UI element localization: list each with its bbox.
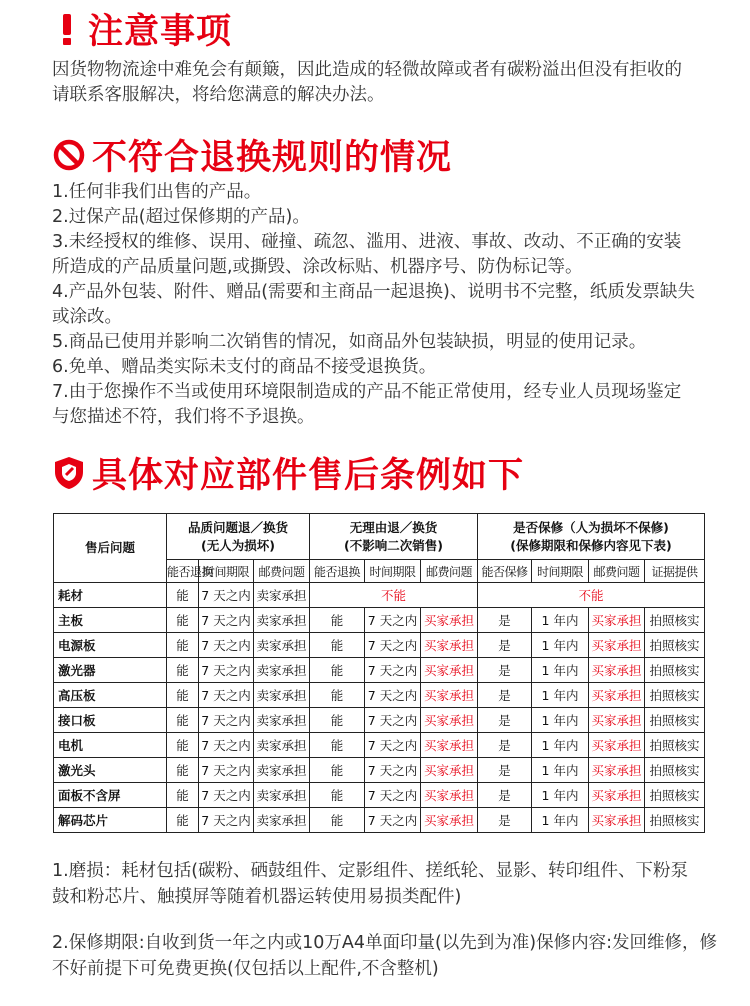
part-name: 耗材 (54, 583, 167, 608)
cell-w-ship: 买家承担 (589, 658, 645, 683)
sub-header: 邮费问题 (254, 560, 310, 583)
table-row (54, 633, 705, 658)
rule-line: 7.由于您操作不当或使用环境限制造成的产品不能正常使用，经专业人员现场鉴定 (52, 382, 682, 402)
table-row (54, 658, 705, 683)
cell-n-ship: 买家承担 (421, 683, 478, 708)
cell-q-ship: 卖家承担 (254, 608, 310, 633)
cell-n-can: 能 (310, 808, 365, 833)
cell-n-ship: 买家承担 (421, 783, 478, 808)
cell-w-proof: 拍照核实 (645, 683, 705, 708)
cell-q-can: 能 (167, 608, 199, 633)
cell-q-can: 能 (167, 708, 199, 733)
cell-n-can: 能 (310, 683, 365, 708)
table-row (54, 758, 705, 783)
noreason-not-allowed: 不能 (310, 583, 478, 608)
cell-w-can: 是 (478, 733, 532, 758)
rule-line: 与您描述不符，我们将不予退换。 (52, 407, 315, 427)
cell-n-time: 7 天之内 (365, 633, 421, 658)
cell-q-can: 能 (167, 633, 199, 658)
sub-header: 时间期限 (199, 560, 254, 583)
notice-text: 因货物物流途中难免会有颠簸，因此造成的轻微故障或者有碳粉溢出但没有拒收的 请联系客服解决，将给您满意的解决办法。 (52, 60, 682, 105)
cell-n-can: 能 (310, 783, 365, 808)
col-issue-header: 售后问题 (54, 514, 167, 583)
part-name: 接口板 (54, 708, 167, 733)
cell-w-ship: 买家承担 (589, 783, 645, 808)
nonreturn-heading (52, 130, 452, 180)
sub-header: 时间期限 (532, 560, 589, 583)
rule-line: 6.免单、赠品类实际未支付的商品不接受退换货。 (52, 357, 437, 377)
notice-title: 注意事项 (88, 12, 233, 52)
cell-w-ship: 买家承担 (589, 708, 645, 733)
cell-w-can: 是 (478, 633, 532, 658)
cell-w-proof: 拍照核实 (645, 808, 705, 833)
cell-q-can: 能 (167, 808, 199, 833)
cell-w-can: 是 (478, 683, 532, 708)
cell-n-time: 7 天之内 (365, 783, 421, 808)
cell-n-time: 7 天之内 (365, 733, 421, 758)
cell-w-proof: 拍照核实 (645, 758, 705, 783)
cell-q-time: 7 天之内 (199, 633, 254, 658)
cell-w-time: 1 年内 (532, 758, 589, 783)
cell-w-can: 是 (478, 808, 532, 833)
cell-n-ship: 买家承担 (421, 733, 478, 758)
table-row (54, 708, 705, 733)
cell-n-time: 7 天之内 (365, 608, 421, 633)
cell-n-can: 能 (310, 633, 365, 658)
cell-q-time: 7 天之内 (199, 808, 254, 833)
cell-n-ship: 买家承担 (421, 708, 478, 733)
part-name: 解码芯片 (54, 808, 167, 833)
cell-q-ship: 卖家承担 (254, 658, 310, 683)
sub-header: 能否退换 (167, 560, 199, 583)
notice-heading (52, 4, 232, 54)
table-row (54, 608, 705, 633)
cell-n-can: 能 (310, 708, 365, 733)
sub-header: 证据提供 (645, 560, 705, 583)
sub-header: 能否退换 (310, 560, 365, 583)
table-row (54, 733, 705, 758)
table-row (54, 683, 705, 708)
cell-w-can: 是 (478, 658, 532, 683)
cell-n-can: 能 (310, 608, 365, 633)
cell-w-time: 1 年内 (532, 733, 589, 758)
note-wear: 1.磨损：耗材包括(碳粉、硒鼓组件、定影组件、搓纸轮、显影、转印组件、下粉泵 鼓和粉芯片、触摸屏等随着机器运转使用易损类配件) (52, 861, 689, 907)
part-name: 主板 (54, 608, 167, 633)
cell-n-ship: 买家承担 (421, 658, 478, 683)
cell-q-can: 能 (167, 758, 199, 783)
nonreturn-title: 不符合退换规则的情况 (92, 138, 453, 178)
cell-w-ship: 买家承担 (589, 608, 645, 633)
cell-w-can: 是 (478, 708, 532, 733)
cell-n-time: 7 天之内 (365, 708, 421, 733)
part-name: 激光器 (54, 658, 167, 683)
cell-w-can: 是 (478, 758, 532, 783)
exclamation-icon (52, 11, 82, 47)
cell-w-time: 1 年内 (532, 633, 589, 658)
cell-q-time: 7 天之内 (199, 783, 254, 808)
cell-n-can: 能 (310, 758, 365, 783)
cell-w-ship: 买家承担 (589, 758, 645, 783)
cell-n-ship: 买家承担 (421, 633, 478, 658)
cell-q-can: 能 (167, 658, 199, 683)
cell-w-can: 是 (478, 783, 532, 808)
table-row (54, 808, 705, 833)
cell-w-time: 1 年内 (532, 783, 589, 808)
part-name: 面板不含屏 (54, 783, 167, 808)
rule-line: 或涂改。 (52, 307, 122, 327)
cell-w-can: 是 (478, 608, 532, 633)
cell-q-ship: 卖家承担 (254, 808, 310, 833)
cell-w-ship: 买家承担 (589, 683, 645, 708)
cell-n-time: 7 天之内 (365, 808, 421, 833)
cell-q-ship: 卖家承担 (254, 683, 310, 708)
cell-w-time: 1 年内 (532, 708, 589, 733)
cell-q-ship: 卖家承担 (254, 758, 310, 783)
cell-q-time: 7 天之内 (199, 683, 254, 708)
cell-n-can: 能 (310, 733, 365, 758)
group-warranty-header: 是否保修（人为损坏不保修) (保修期限和保修内容见下表) (478, 514, 705, 560)
part-name: 高压板 (54, 683, 167, 708)
cell-q-can: 能 (167, 733, 199, 758)
cell-q-can: 能 (167, 783, 199, 808)
cell-q-time: 7 天之内 (199, 608, 254, 633)
cell-n-ship: 买家承担 (421, 758, 478, 783)
nonreturn-list (52, 180, 712, 430)
cell-w-proof: 拍照核实 (645, 633, 705, 658)
cell-q-time: 7 天之内 (199, 733, 254, 758)
after-sales-table (53, 513, 705, 833)
prohibited-icon (52, 138, 86, 172)
sub-header: 能否保修 (478, 560, 532, 583)
cell-w-ship: 买家承担 (589, 808, 645, 833)
cell-q-time: 7 天之内 (199, 758, 254, 783)
cell-w-proof: 拍照核实 (645, 708, 705, 733)
cell-w-time: 1 年内 (532, 683, 589, 708)
sub-header: 时间期限 (365, 560, 421, 583)
cell-n-can: 能 (310, 658, 365, 683)
cell-w-time: 1 年内 (532, 608, 589, 633)
part-name: 电源板 (54, 633, 167, 658)
cell-w-time: 1 年内 (532, 658, 589, 683)
cell-q-can: 能 (167, 683, 199, 708)
rule-line: 所造成的产品质量问题,或撕毁、涂改标贴、机器序号、防伪标记等。 (52, 257, 583, 277)
sub-header: 邮费问题 (589, 560, 645, 583)
cell-n-time: 7 天之内 (365, 758, 421, 783)
cell-w-proof: 拍照核实 (645, 733, 705, 758)
rule-line: 1.任何非我们出售的产品。 (52, 182, 262, 202)
cell-q-ship: 卖家承担 (254, 708, 310, 733)
cell-w-proof: 拍照核实 (645, 658, 705, 683)
cell-w-time: 1 年内 (532, 808, 589, 833)
part-name: 电机 (54, 733, 167, 758)
rule-line: 4.产品外包装、附件、赠品(需要和主商品一起退换)、说明书不完整，纸质发票缺失 (52, 282, 695, 302)
cell-w-proof: 拍照核实 (645, 783, 705, 808)
cell-n-time: 7 天之内 (365, 683, 421, 708)
cell-q-ship: 卖家承担 (254, 783, 310, 808)
policy-heading (52, 448, 524, 498)
cell-w-ship: 买家承担 (589, 733, 645, 758)
cell-q-ship: 卖家承担 (254, 733, 310, 758)
sub-header: 邮费问题 (421, 560, 478, 583)
table-row (54, 783, 705, 808)
group-quality-header: 品质问题退／换货 (无人为损坏) (167, 514, 310, 560)
note-warranty: 2.保修期限:自收到货一年之内或10万A4单面印量(以先到为准)保修内容:发回维修，修 不好前提下可免费更换(仅包括以上配件,不含整机) (52, 933, 718, 979)
table-row: 耗材 能 7 天之内 卖家承担 不能 不能 (54, 583, 705, 608)
cell-n-time: 7 天之内 (365, 658, 421, 683)
policy-title: 具体对应部件售后条例如下 (92, 456, 525, 496)
cell-n-ship: 买家承担 (421, 808, 478, 833)
shield-icon (52, 455, 86, 491)
cell-w-ship: 买家承担 (589, 633, 645, 658)
cell-q-time: 7 天之内 (199, 708, 254, 733)
rule-line: 2.过保产品(超过保修期的产品)。 (52, 207, 310, 227)
warranty-not-allowed: 不能 (478, 583, 705, 608)
rule-line: 5.商品已使用并影响二次销售的情况，如商品外包装缺损，明显的使用记录。 (52, 332, 647, 352)
cell-q-ship: 卖家承担 (254, 633, 310, 658)
part-name: 激光头 (54, 758, 167, 783)
group-noreason-header: 无理由退／换货 (不影响二次销售) (310, 514, 478, 560)
cell-n-ship: 买家承担 (421, 608, 478, 633)
cell-w-proof: 拍照核实 (645, 608, 705, 633)
rule-line: 3.未经授权的维修、误用、碰撞、疏忽、滥用、进液、事故、改动、不正确的安装 (52, 232, 682, 252)
cell-q-time: 7 天之内 (199, 658, 254, 683)
